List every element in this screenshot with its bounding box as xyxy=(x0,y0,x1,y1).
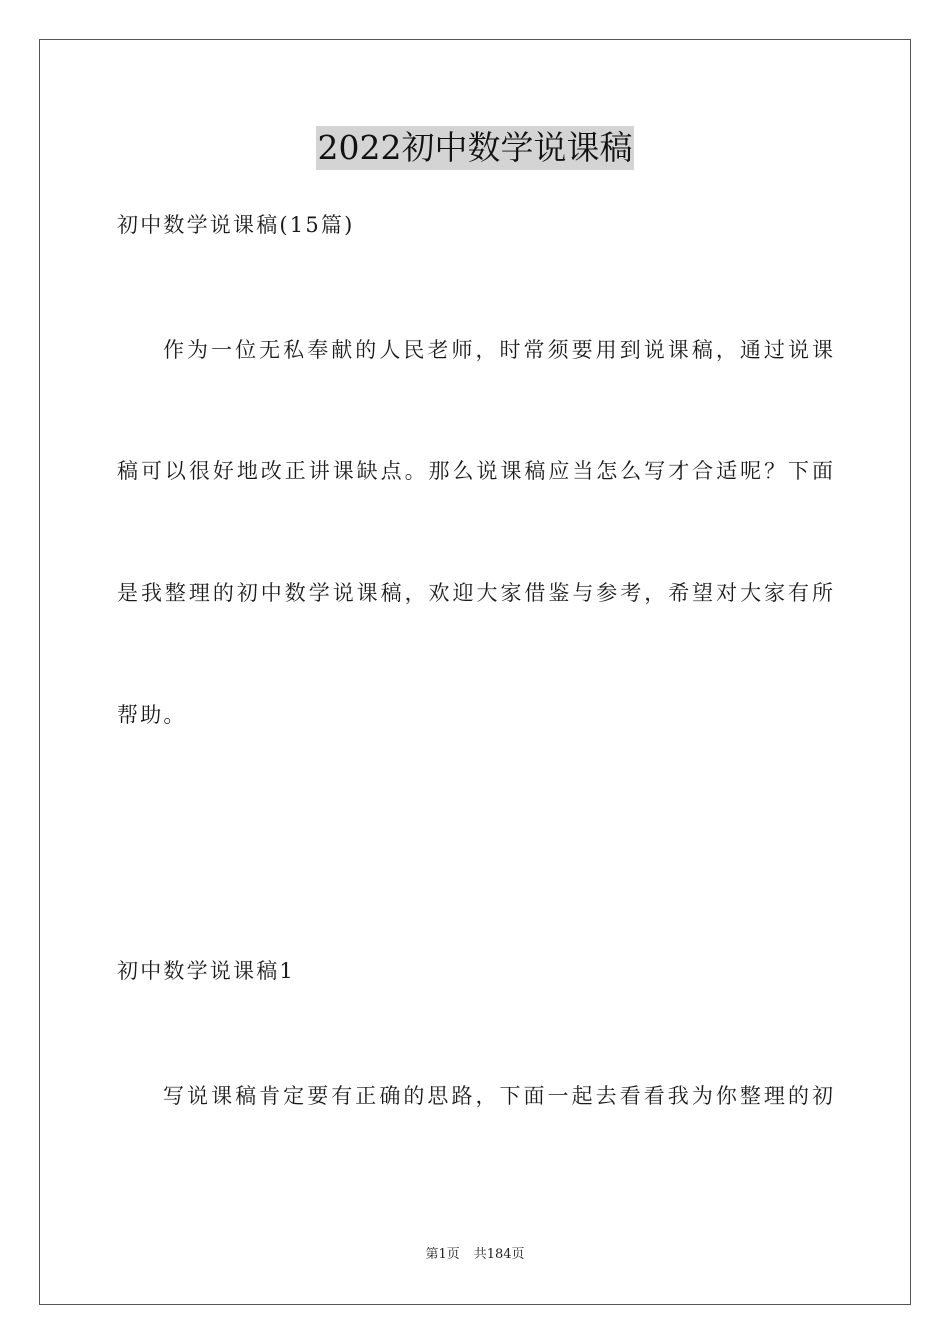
paragraph-line: 帮助。 xyxy=(117,703,187,727)
section-heading: 初中数学说课稿1 xyxy=(117,959,295,983)
document-title-block xyxy=(0,126,950,170)
page-total: 共184页 xyxy=(473,1247,525,1262)
paragraph-line: 是我整理的初中数学说课稿，欢迎大家借鉴与参考，希望对大家有所 xyxy=(117,581,833,605)
paragraph-line: 稿可以很好地改正讲课缺点。那么说课稿应当怎么写才合适呢？下面 xyxy=(117,459,833,483)
document-subtitle: 初中数学说课稿(15篇) xyxy=(117,213,355,237)
paragraph-line: 作为一位无私奉献的人民老师，时常须要用到说课稿，通过说课 xyxy=(163,338,833,362)
page-number: 第1页 xyxy=(425,1247,460,1262)
page-footer xyxy=(0,1246,950,1264)
paragraph-line: 写说课稿肯定要有正确的思路，下面一起去看看我为你整理的初 xyxy=(163,1084,833,1108)
document-title: 2022初中数学说课稿 xyxy=(316,126,635,170)
